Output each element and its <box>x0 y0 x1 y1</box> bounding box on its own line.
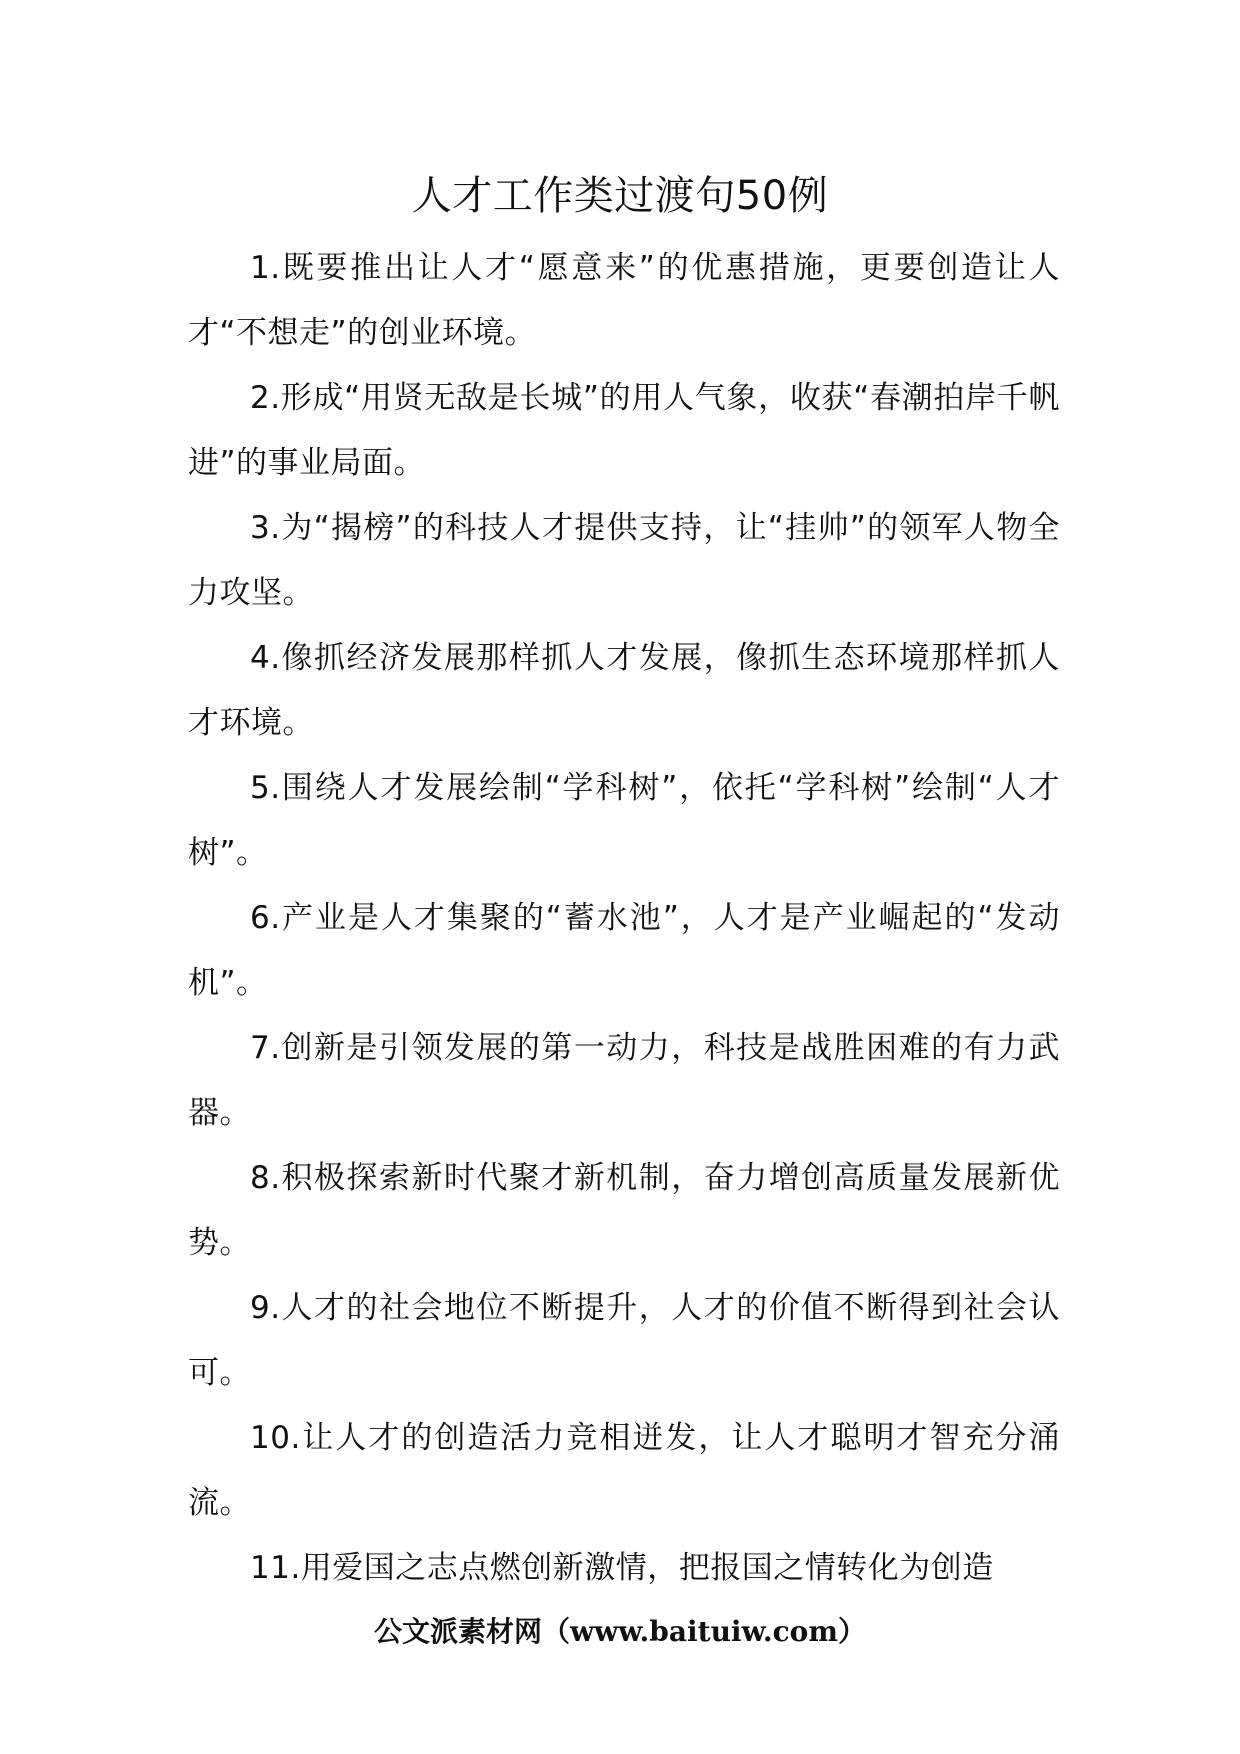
document-title: 人才工作类过渡句50例 <box>411 173 829 219</box>
paragraph-6: 6.产业是人才集聚的“蓄水池”，人才是产业崛起的“发动机”。 <box>188 900 1060 1001</box>
paragraph-7: 7.创新是引领发展的第一动力，科技是战胜困难的有力武器。 <box>188 1030 1060 1131</box>
paragraph-9: 9.人才的社会地位不断提升，人才的价值不断得到社会认可。 <box>188 1290 1060 1391</box>
paragraph-4: 4.像抓经济发展那样抓人才发展，像抓生态环境那样抓人才环境。 <box>188 640 1060 741</box>
footer-watermark: 公文派素材网（www.baituiw.com） <box>374 1615 866 1648</box>
paragraph-1: 1.既要推出让人才“愿意来”的优惠措施，更要创造让人才“不想走”的创业环境。 <box>188 250 1060 351</box>
paragraph-3: 3.为“揭榜”的科技人才提供支持，让“挂帅”的领军人物全力攻坚。 <box>188 510 1060 611</box>
paragraph-5: 5.围绕人才发展绘制“学科树”，依托“学科树”绘制“人才树”。 <box>188 770 1060 871</box>
paragraph-10: 10.让人才的创造活力竞相迸发，让人才聪明才智充分涌流。 <box>188 1420 1060 1521</box>
document-body <box>188 236 1060 1601</box>
paragraph-2: 2.形成“用贤无敌是长城”的用人气象，收获“春潮拍岸千帆进”的事业局面。 <box>188 380 1060 481</box>
paragraph-8: 8.积极探索新时代聚才新机制，奋力增创高质量发展新优势。 <box>188 1160 1060 1261</box>
paragraph-11: 11.用爱国之志点燃创新激情，把报国之情转化为创造 <box>250 1550 994 1586</box>
